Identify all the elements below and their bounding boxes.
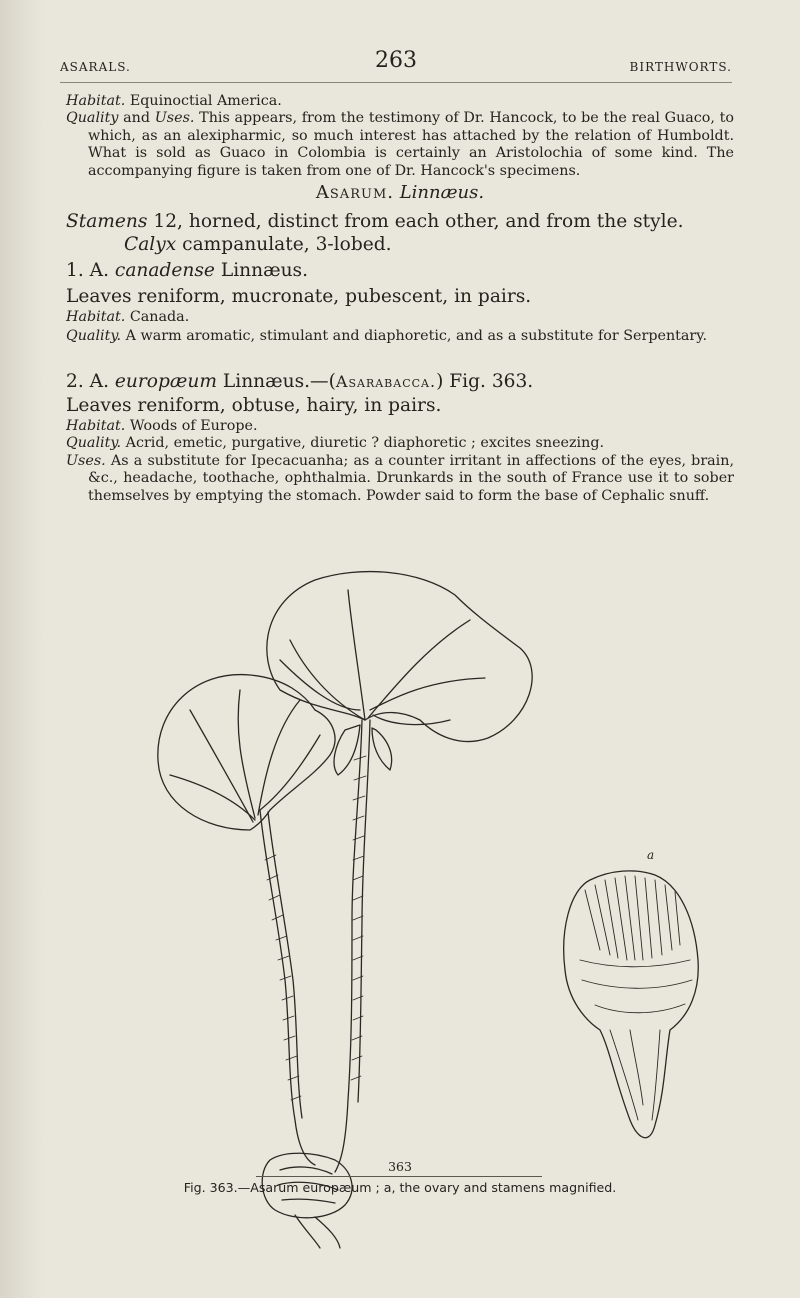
species2-habitat xyxy=(66,418,734,435)
species2-uses xyxy=(66,453,734,505)
species1-name: canadense xyxy=(114,260,215,281)
genus-name: Asarum. xyxy=(315,182,394,203)
species1-details xyxy=(66,309,734,346)
running-head-left: ASARALS. xyxy=(60,60,131,74)
species2-common-name: Asarabacca. xyxy=(335,372,437,391)
species1-leaves: Leaves reniform, mucronate, pubescent, in pairs. xyxy=(66,286,532,307)
species2-quality xyxy=(66,435,734,452)
species2-number: 2. A. xyxy=(66,371,109,392)
uses-label: Uses. xyxy=(154,110,195,127)
species2-name: europæum xyxy=(114,371,217,392)
caption-rule xyxy=(256,1176,542,1177)
genus-characters xyxy=(66,210,734,256)
figure-number: 363 xyxy=(388,1159,412,1174)
calyx-text: campanulate, 3-lobed. xyxy=(182,234,392,255)
asarum-illustration xyxy=(90,560,730,1250)
calyx-label: Calyx xyxy=(124,234,177,255)
left-stem xyxy=(260,810,315,1165)
species2-details xyxy=(66,418,734,505)
genus-description xyxy=(66,210,734,308)
page-gutter-shadow xyxy=(0,0,44,1298)
header-rule xyxy=(60,82,732,83)
species1-habitat xyxy=(66,309,734,326)
species1-heading xyxy=(66,259,734,282)
quality-label: Quality. xyxy=(66,328,122,345)
guaco-section xyxy=(66,93,734,180)
species1-quality xyxy=(66,328,734,345)
fig-reference: Fig. 363. xyxy=(449,371,534,392)
species2-heading-block xyxy=(66,370,734,417)
habitat-label: Habitat. xyxy=(66,418,126,434)
uses-label: Uses. xyxy=(66,452,106,469)
uses-text: As a substitute for Ipecacuanha; as a counter irritant in affections of the eyes, brain, &c., headache, toothache, ophthalmia. Drunkards in the south of France use it to sober themselves by emptying the stomach. Powder said to form the base of Cephalic snuff. xyxy=(88,452,735,504)
species2-close: ) xyxy=(436,371,444,392)
page-number: 263 xyxy=(375,48,417,73)
running-head xyxy=(60,48,732,78)
guaco-habitat xyxy=(66,93,734,110)
species1-authority: Linnæus. xyxy=(220,260,308,281)
guaco-quality-uses xyxy=(66,110,734,180)
species2-authority: Linnæus.—( xyxy=(222,371,336,392)
stamens-text: 12, horned, distinct from each other, and from the style. xyxy=(153,211,684,232)
habitat-label: Habitat. xyxy=(66,309,126,325)
stamens-label: Stamens xyxy=(66,211,148,232)
running-head-right: BIRTHWORTS. xyxy=(629,60,732,74)
habitat-text: Woods of Europe. xyxy=(129,418,258,434)
quality-label: Quality xyxy=(66,110,119,127)
species2-leaves: Leaves reniform, obtuse, hairy, in pairs. xyxy=(66,395,442,416)
habitat-text: Equinoctial America. xyxy=(129,93,282,109)
genus-heading xyxy=(66,182,734,203)
upper-leaf xyxy=(267,572,532,742)
quality-text: This appears, from the testimony of Dr. Hancock, to be the real Guaco, to which, as an alexipharmic, so much interest has attached by the relation of Humboldt. What is sold as Guaco in Colombia is certainly an Aristolochia of some kind. The accompanying figure is taken from one of Dr. Hancock's specimens. xyxy=(88,110,735,179)
and-word: and xyxy=(123,110,151,127)
inset-flower xyxy=(564,871,699,1138)
inset-letter: a xyxy=(647,848,655,862)
habitat-text: Canada. xyxy=(129,309,190,325)
quality-text: Acrid, emetic, purgative, diuretic ? diaphoretic ; excites sneezing. xyxy=(125,435,605,452)
quality-text: A warm aromatic, stimulant and diaphoretic, and as a substitute for Serpentary. xyxy=(125,328,707,345)
species2-heading xyxy=(66,370,734,393)
genus-authority: Linnæus. xyxy=(399,182,485,203)
right-stem xyxy=(335,720,362,1172)
figure-caption: Fig. 363.—Asarum europæum ; a, the ovary and stamens magnified. xyxy=(183,1180,617,1195)
quality-label: Quality. xyxy=(66,435,122,452)
species1-number: 1. A. xyxy=(66,260,109,281)
habitat-label: Habitat. xyxy=(66,93,126,109)
